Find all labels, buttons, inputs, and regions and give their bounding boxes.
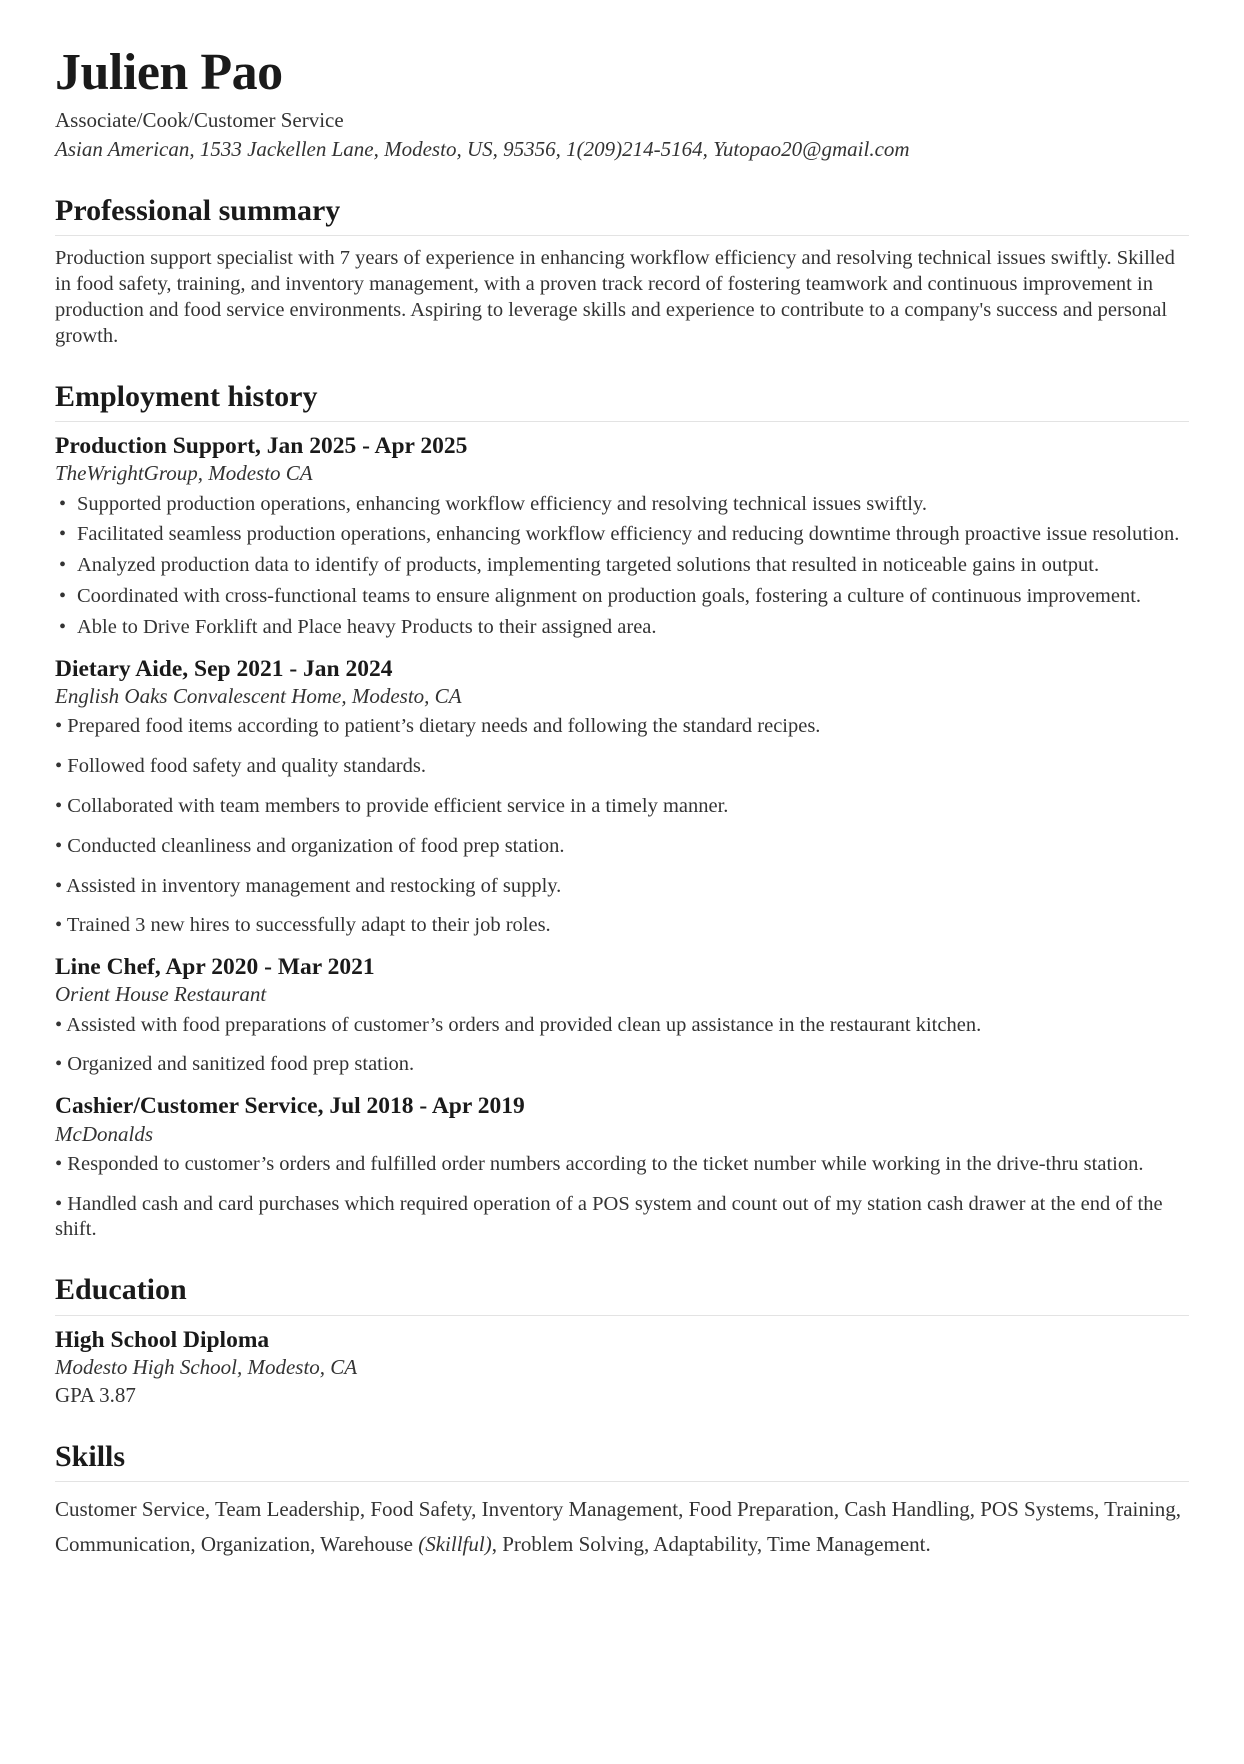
job-bullet: • Facilitated seamless production operations, enhancing workflow efficiency and reducing downtime through proactive issue resolution. [55, 522, 1189, 548]
job-paragraph: • Prepared food items according to patient’s dietary needs and following the standard recipes. [55, 715, 821, 738]
skills-text-before: Customer Service, Team Leadership, Food Safety, Inventory Management, Food Preparation, Cash Handling, POS Systems, Training, Communication, Organization, Warehouse [55, 1497, 1181, 1556]
job-title: Dietary Aide, Sep 2021 - Jan 2024 [55, 655, 393, 682]
job-paragraph: • Conducted cleanliness and organization of food prep station. [55, 834, 565, 857]
job-entry [55, 655, 1189, 939]
job-title: Production Support, Jan 2025 - Apr 2025 [55, 433, 468, 460]
job-paragraph: • Assisted in inventory management and restocking of supply. [55, 874, 562, 897]
job-paragraph: • Followed food safety and quality standards. [55, 755, 426, 778]
education-gpa: GPA 3.87 [55, 1383, 136, 1408]
candidate-role: Associate/Cook/Customer Service [55, 108, 344, 133]
job-bullet: • Able to Drive Forklift and Place heavy Products to their assigned area. [55, 615, 1189, 641]
candidate-name: Julien Pao [55, 44, 283, 101]
job-paragraph: • Trained 3 new hires to successfully adapt to their job roles. [55, 914, 551, 937]
job-title: Line Chef, Apr 2020 - Mar 2021 [55, 954, 375, 981]
job-paragraph: • Handled cash and card purchases which required operation of a POS system and count out of my station cash drawer at the end of the shift. [55, 1192, 1163, 1241]
employment-section [55, 378, 1189, 1244]
job-entry [55, 432, 1189, 641]
job-paragraph-list [55, 1013, 1189, 1079]
education-heading: Education [55, 1271, 1189, 1316]
skill-level: (Skillful) [418, 1531, 492, 1556]
job-paragraph: • Assisted with food preparations of customer’s orders and provided clean up assistance in the restaurant kitchen. [55, 1013, 982, 1036]
skills-section [55, 1438, 1189, 1562]
job-bullet: • Analyzed production data to identify of products, implementing targeted solutions that resulted in noticeable gains in output. [55, 553, 1189, 579]
job-title: Cashier/Customer Service, Jul 2018 - Apr 2019 [55, 1093, 525, 1120]
contact-line: Asian American, 1533 Jackellen Lane, Modesto, US, 95356, 1(209)214-5164, Yutopao20@gmail.com [55, 137, 910, 162]
education-section [55, 1271, 1189, 1409]
job-bullet: • Coordinated with cross-functional teams to ensure alignment on production goals, fostering a culture of continuous improvement. [55, 584, 1189, 610]
job-bullet: • Supported production operations, enhancing workflow efficiency and resolving technical issues swiftly. [55, 492, 1189, 518]
summary-section [55, 192, 1189, 350]
job-paragraph-list [55, 714, 1189, 939]
job-company: English Oaks Convalescent Home, Modesto, CA [55, 683, 462, 708]
skills-list [55, 1492, 1189, 1561]
summary-heading: Professional summary [55, 192, 1189, 237]
job-bullet-list [55, 492, 1189, 641]
job-paragraph-list [55, 1152, 1189, 1243]
job-entry [55, 953, 1189, 1078]
job-company: TheWrightGroup, Modesto CA [55, 461, 313, 486]
job-paragraph: • Collaborated with team members to provide efficient service in a timely manner. [55, 794, 729, 817]
job-company: Orient House Restaurant [55, 982, 267, 1007]
skills-text-after: , Problem Solving, Adaptability, Time Management. [491, 1531, 931, 1556]
job-company: McDonalds [55, 1121, 153, 1146]
job-entry [55, 1092, 1189, 1243]
skills-heading: Skills [55, 1438, 1189, 1483]
education-school: Modesto High School, Modesto, CA [55, 1354, 358, 1379]
job-paragraph: • Organized and sanitized food prep station. [55, 1053, 415, 1076]
employment-heading: Employment history [55, 378, 1189, 423]
education-degree: High School Diploma [55, 1326, 270, 1353]
summary-text: Production support specialist with 7 years of experience in enhancing workflow efficiency and resolving technical issues swiftly. Skilled in food safety, training, and inventory management, with a proven track record of fostering teamwork and continuous improvement in production and food service environments. Aspiring to leverage skills and experience to contribute to a company's success and personal growth. [55, 247, 1175, 347]
job-paragraph: • Responded to customer’s orders and fulfilled order numbers according to the ticket number while working in the drive-thru station. [55, 1152, 1144, 1175]
